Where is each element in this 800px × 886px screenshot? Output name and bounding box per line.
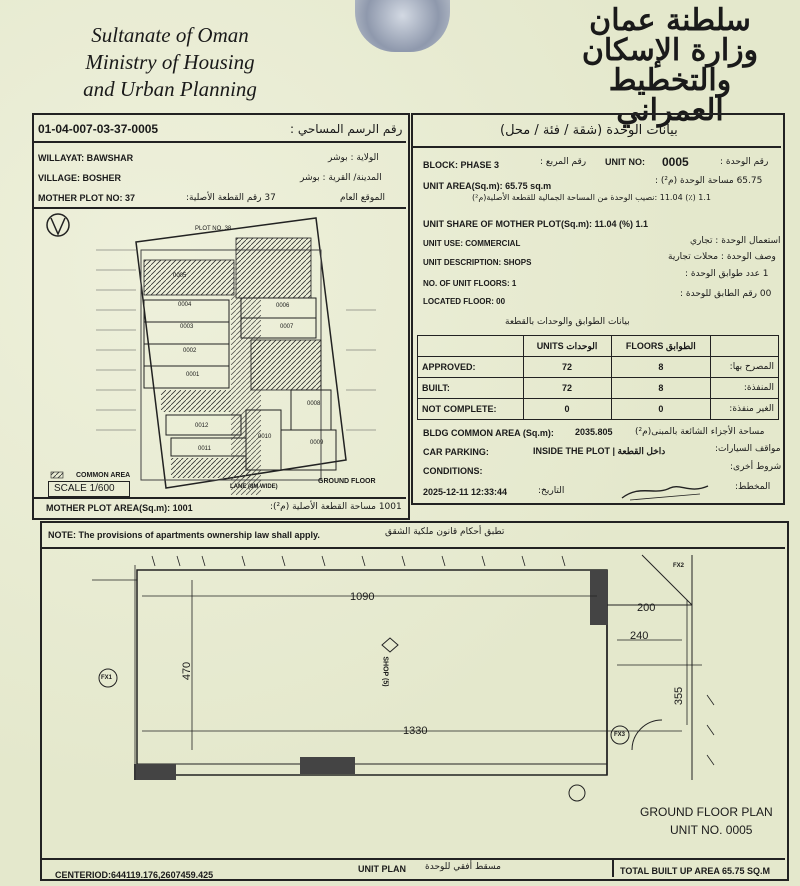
block-ar: رقم المربع : [540,157,587,167]
dim-1090: 1090 [350,591,375,603]
unit-no-title: UNIT NO. 0005 [670,823,753,837]
planner-ar: المخطط: [735,482,771,492]
divider [612,858,614,877]
divider [34,207,406,209]
issue-date-ar: التاريخ: [538,486,565,496]
row-label-ar: المصرح بها: [711,357,779,378]
table-cell [418,336,524,357]
car-parking-value: INSIDE THE PLOT | داخل القطعة [533,446,666,456]
unit-share: UNIT SHARE OF MOTHER PLOT(Sq.m): 11.04 (%) 1.1 [423,219,649,229]
centeroid: CENTERIOD:644119.176,2607459.425 [55,870,214,880]
unit-description-ar: وصف الوحدة : محلات تجارية [668,252,776,262]
unit-plan-label-ar: مسقط أفقي للوحدة [425,862,501,872]
row-label: APPROVED: [418,357,524,378]
ground-floor-plan-title: GROUND FLOOR PLAN [640,805,773,819]
conditions-ar: شروط أخرى: [730,462,782,472]
table-cell [711,336,779,357]
note-en: NOTE: The provisions of apartments ownership law shall apply. [48,530,320,540]
willayat-ar: الولاية : بوشر [328,153,379,163]
axis-fx3: FX3 [614,732,626,738]
axis-fx1: FX1 [101,675,113,681]
site-plan-drawing [36,210,404,496]
total-built-up-area: TOTAL BUILT UP AREA 65.75 SQ.M [620,866,771,876]
row-label: NOT COMPLETE: [418,399,524,420]
unit-no-label: UNIT NO: [605,157,645,167]
row-floors: 8 [611,357,711,378]
table-row [418,399,779,420]
car-parking: CAR PARKING: [423,447,489,457]
unit-label: 0009 [310,440,324,446]
floors-units-table [417,335,779,420]
willayat: WILLAYAT: BAWSHAR [38,153,134,163]
unit-label: 0006 [276,303,290,309]
share-ar: 1.1 (٪) 11.04 :نصيب الوحدة من المساحة الجمالية للقطعة الأصلية(م²) [472,193,712,202]
legend-common-area: COMMON AREA [76,472,131,479]
issue-date: 2025-12-11 12:33:44 [423,487,508,497]
bldg-common-area: BLDG COMMON AREA (Sq.m): [423,428,554,438]
village-ar: المدينة/ القرية : بوشر [300,173,382,183]
dim-240: 240 [630,630,649,642]
unit-floors: NO. OF UNIT FLOORS: 1 [423,279,517,288]
row-units: 72 [523,378,611,399]
mother-plot-area-ar: 1001 مساحة القطعة الأصلية (م²): [270,502,402,512]
divider [42,858,785,860]
ground-floor-label: GROUND FLOOR [318,478,376,485]
dim-470: 470 [181,661,194,681]
dim-1330: 1330 [403,725,428,737]
table-row [418,357,779,378]
unit-label: 0010 [258,434,272,440]
location-ar: الموقع العام [340,193,385,203]
signature-icon [620,480,710,502]
car-parking-ar: مواقف السيارات: [715,444,781,454]
unit-label: 0002 [183,348,197,354]
unit-label: 0005 [173,273,187,279]
lane-label: LANE (8M WIDE) [230,484,278,490]
scale: SCALE 1/600 [54,483,115,494]
unit-no-ar: رقم الوحدة : [720,157,769,167]
block: BLOCK: PHASE 3 [423,160,500,170]
unit-area-ar: 65.75 مساحة الوحدة (م²) : [655,176,763,186]
village: VILLAGE: BOSHER [38,173,122,183]
row-label-ar: المنفذة: [711,378,779,399]
unit-label: 0008 [307,401,321,407]
located-floor-ar: 00 رقم الطابق للوحدة : [680,289,772,299]
note-ar: تطبق أحكام قانون ملكية الشقق [385,527,505,537]
col-floors: FLOORS الطوابق [611,336,711,357]
unit-label: 0012 [195,423,209,429]
row-units: 0 [523,399,611,420]
unit-label: 0001 [186,372,200,378]
bldg-common-area-ar: مساحة الأجزاء الشائعة بالمبنى(م²) [635,427,765,437]
row-floors: 8 [611,378,711,399]
row-floors: 0 [611,399,711,420]
row-units: 72 [523,357,611,378]
col-units: UNITS الوحدات [523,336,611,357]
mother-plot-no: MOTHER PLOT NO: 37 [38,193,136,203]
krooki-number: 01-04-007-03-37-0005 [38,122,159,136]
dim-355: 355 [673,686,686,706]
unit-no-value: 0005 [662,155,689,169]
conditions: CONDITIONS: [423,466,483,476]
unit-label: 0011 [198,446,211,452]
bldg-common-area-value: 2035.805 [575,427,613,437]
mother-plot-ar: 37 رقم القطعة الأصلية: [186,193,276,203]
unit-label: 0004 [178,302,192,308]
shop-label: SHOP (5) [381,656,389,687]
divider [34,497,406,499]
mother-plot-area: MOTHER PLOT AREA(Sq.m): 1001 [46,503,193,513]
divider [42,547,785,549]
unit-description: UNIT DESCRIPTION: SHOPS [423,258,532,267]
krooki-label-ar: رقم الرسم المساحي : [290,122,403,136]
axis-fx2: FX2 [673,563,685,569]
unit-area: UNIT AREA(Sq.m): 65.75 sq.m [423,181,552,191]
divider [34,141,406,143]
unit-floors-ar: 1 عدد طوابق الوحدة : [685,269,769,279]
unit-use: UNIT USE: COMMERCIAL [423,239,521,248]
unit-use-ar: استعمال الوحدة : تجاري [690,236,781,246]
ministry-title-ar: سلطنة عمان وزارة الإسكان والتخطيط العمراني [581,3,759,128]
floors-units-title-ar: بيانات الطوابق والوحدات بالقطعة [505,317,630,327]
unit-data-title-ar: بيانات الوحدة (شقة / فئة / محل) [500,123,678,138]
plot-label: PLOT NO. 38 [195,226,232,232]
table-row [418,378,779,399]
located-floor: LOCATED FLOOR: 00 [423,297,506,306]
row-label: BUILT: [418,378,524,399]
unit-label: 0007 [280,324,294,330]
unit-plan-label: UNIT PLAN [358,864,406,874]
divider [413,146,781,148]
dim-200: 200 [637,602,656,614]
row-label-ar: الغير منفذة: [711,399,779,420]
ministry-title-en: Sultanate of Oman Ministry of Housing and Urban Planning [83,23,257,101]
unit-label: 0003 [180,324,194,330]
